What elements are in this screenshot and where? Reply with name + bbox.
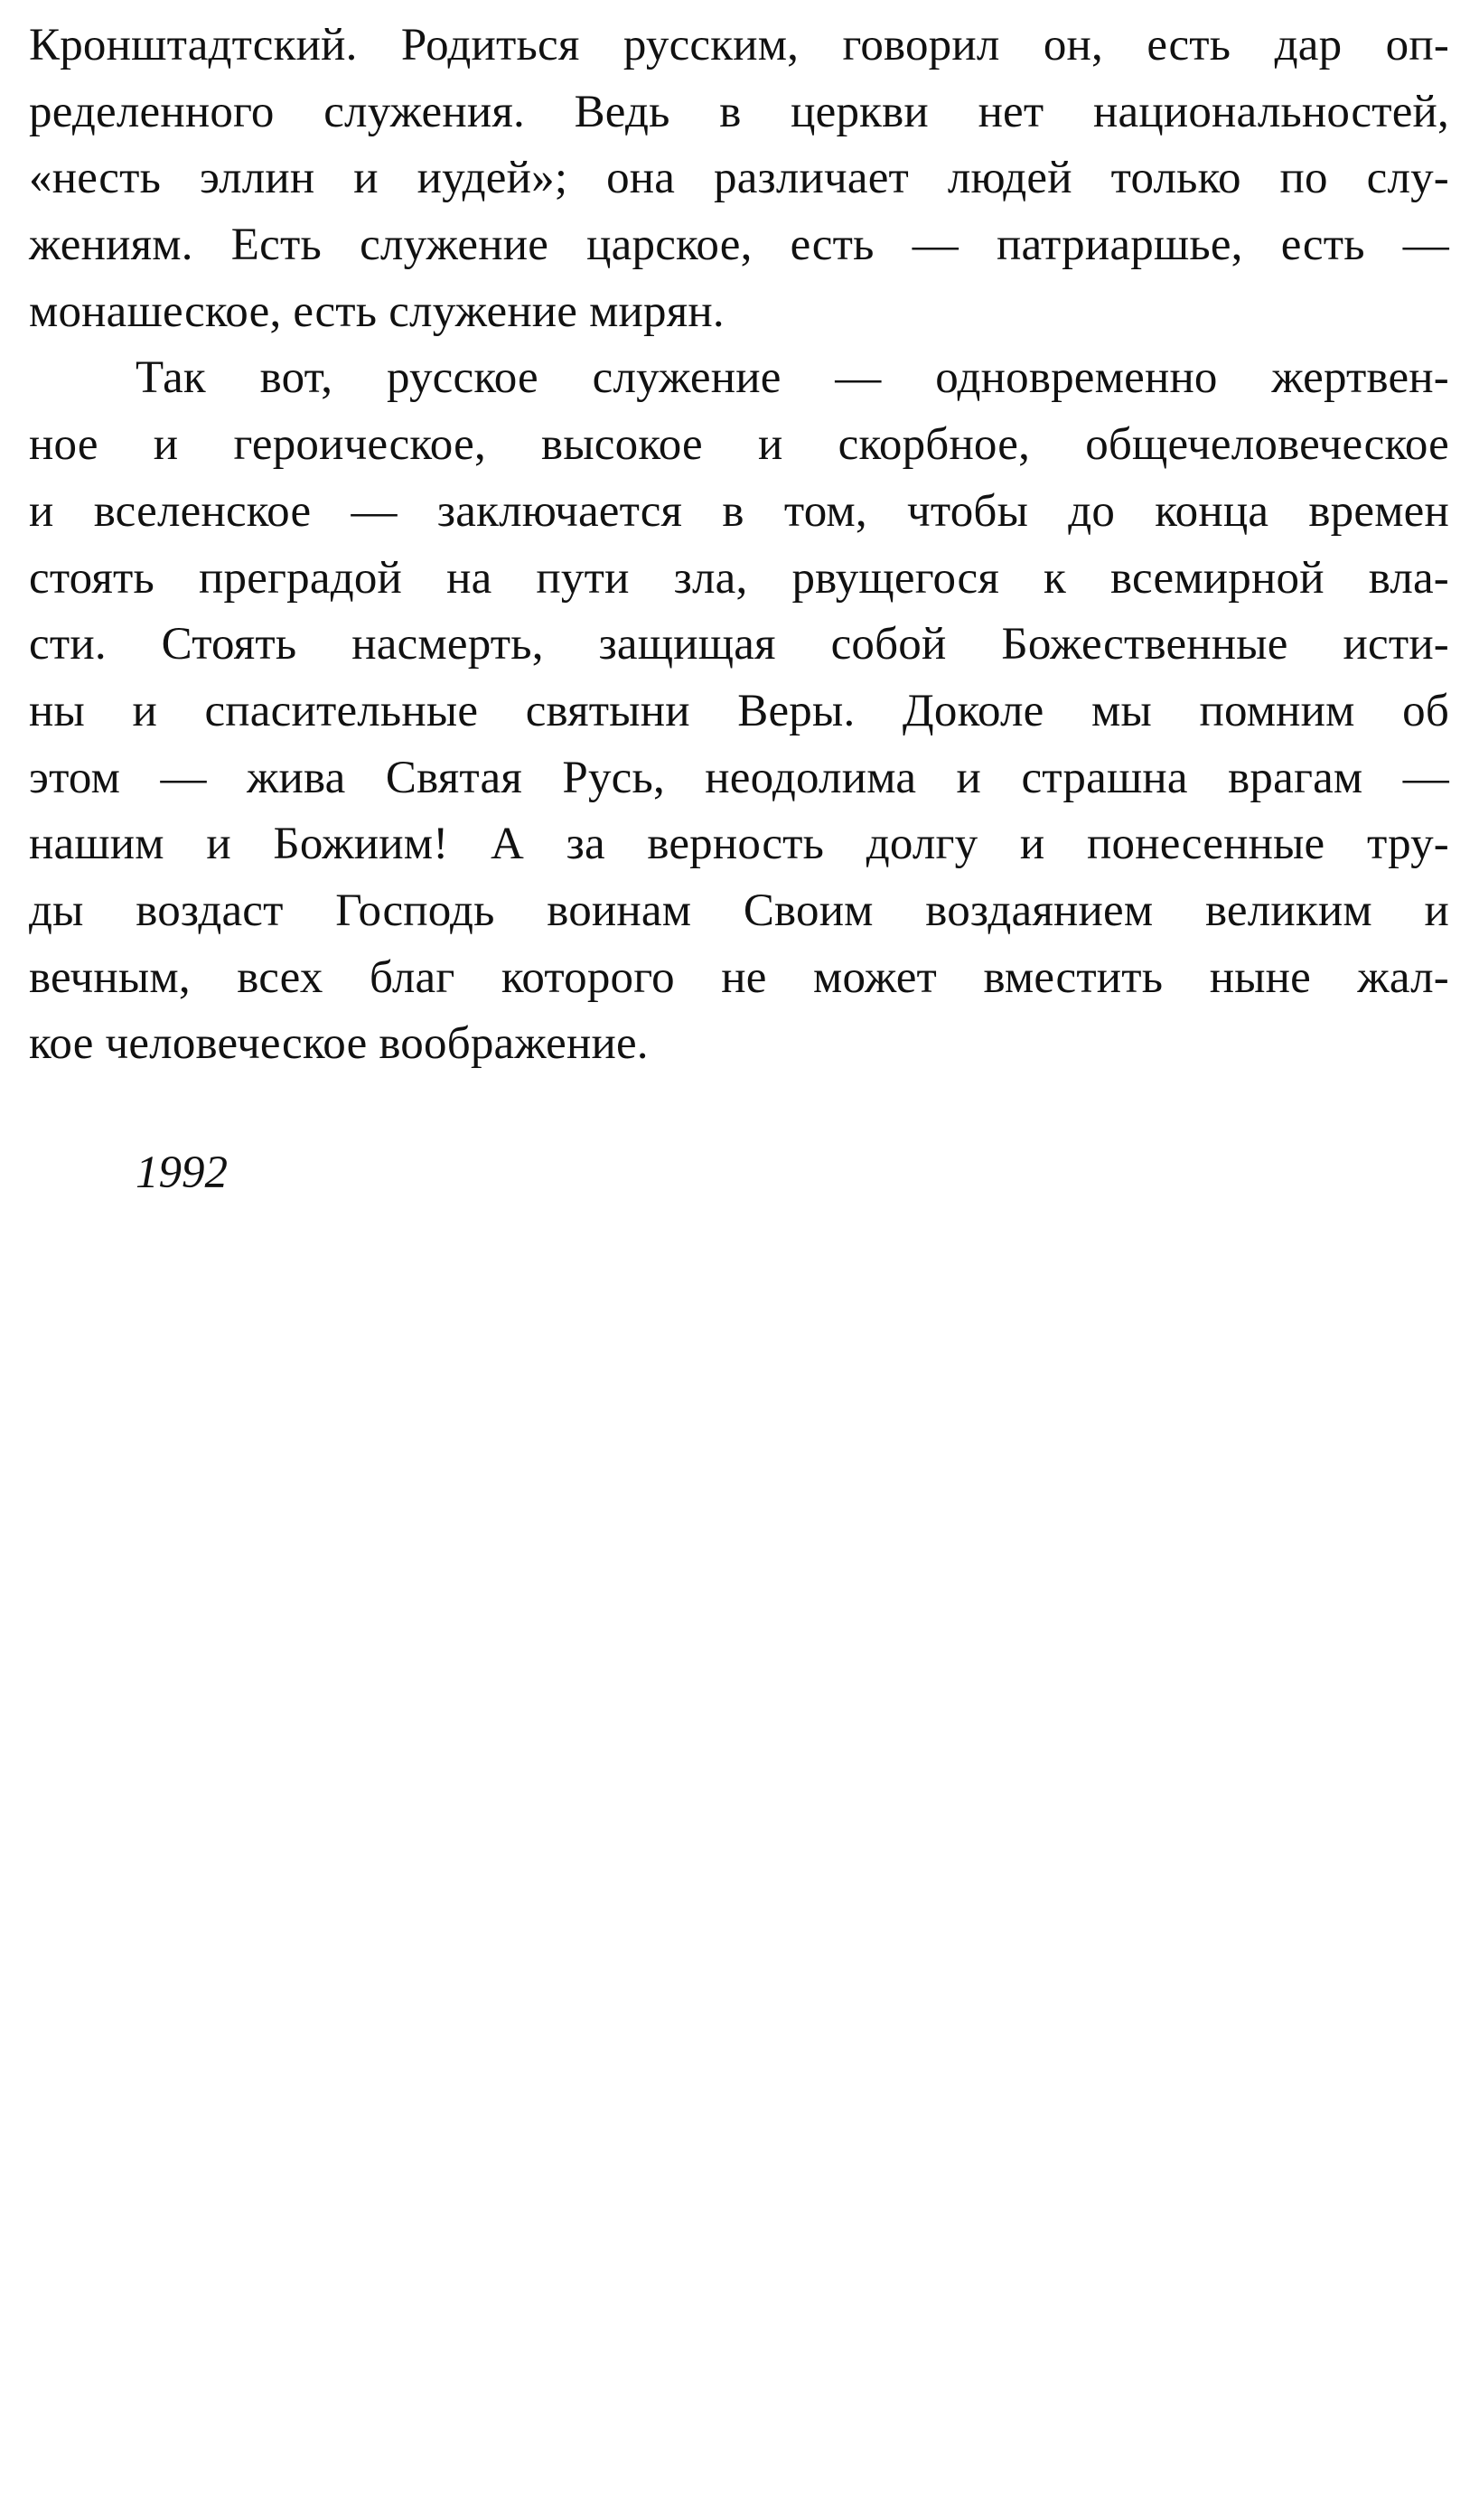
date-signature: 1992 — [136, 1148, 228, 1198]
body-text — [29, 13, 1449, 1078]
paragraph-2 — [29, 345, 1449, 1078]
text-line: монашеское, есть служение мирян. — [29, 286, 725, 337]
paragraph-1 — [29, 13, 1449, 345]
text-line: «несть эллин и иудей»; она различает людей только по слу- — [29, 153, 1449, 204]
text-line: нашим и Божиим! А за верность долгу и понесенные тру- — [29, 819, 1449, 870]
text-line: ны и спасительные святыни Веры. Доколе мы помним об — [29, 685, 1449, 736]
text-line: Кронштадтский. Родиться русским, говорил он, есть дар оп- — [29, 20, 1449, 70]
text-line: вечным, всех благ которого не может вместить ныне жал- — [29, 951, 1449, 1003]
text-line: этом — жива Святая Русь, неодолима и страшна врагам — — [29, 752, 1449, 803]
text-line: жениям. Есть служение царское, есть — патриаршье, есть — — [29, 220, 1449, 271]
text-line: ды воздаст Господь воинам Своим воздаянием великим и — [29, 885, 1449, 936]
text-line: ределенного служения. Ведь в церкви нет национальностей, — [29, 86, 1449, 137]
text-line: и вселенское — заключается в том, чтобы до конца времен — [29, 485, 1449, 537]
text-line: сти. Стоять насмерть, защищая собой Божественные исти- — [29, 619, 1449, 670]
text-line: ное и героическое, высокое и скорбное, общечеловеческое — [29, 419, 1449, 471]
text-line: кое человеческое воображение. — [29, 1018, 649, 1070]
text-line: Так вот, русское служение — одновременно жертвен- — [136, 352, 1449, 404]
text-line: стоять преградой на пути зла, рвущегося к всемирной вла- — [29, 552, 1449, 604]
